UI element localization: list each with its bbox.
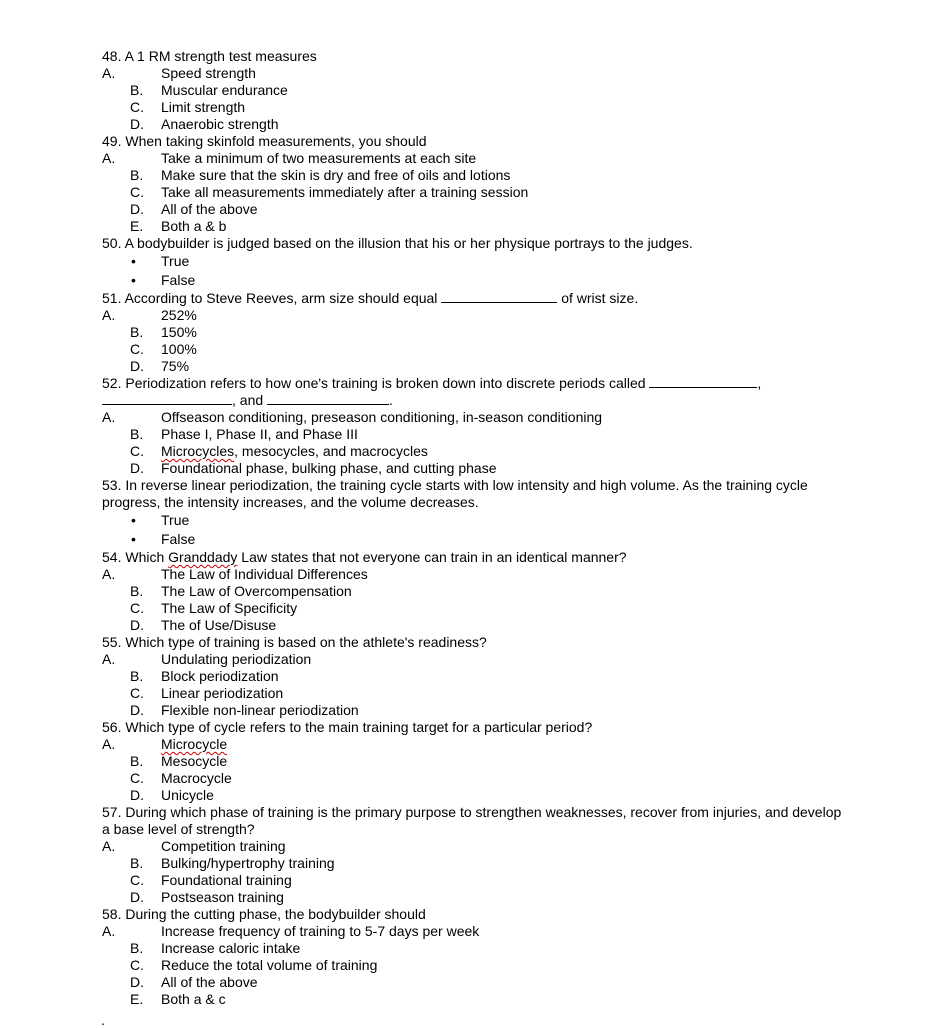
option-letter: B.	[130, 753, 144, 769]
option-text: Take a minimum of two measurements at each site	[161, 150, 477, 166]
option-letter: A.	[102, 838, 116, 854]
question-stem: 48. A 1 RM strength test measures	[102, 48, 317, 64]
question	[102, 549, 842, 634]
option-text: True	[161, 512, 190, 528]
answer-option	[102, 651, 842, 668]
option-letter: B.	[130, 82, 144, 98]
answer-option	[102, 889, 842, 906]
question	[102, 906, 842, 1008]
answer-option	[102, 116, 842, 133]
answer-option	[102, 685, 842, 702]
option-letter: B.	[130, 583, 144, 599]
option-text: 150%	[161, 324, 197, 340]
answer-option	[102, 974, 842, 991]
option-letter: C.	[130, 99, 144, 115]
answer-option	[102, 617, 842, 634]
option-letter: D.	[130, 787, 144, 803]
option-text: All of the above	[161, 974, 258, 990]
option-text: The Law of Individual Differences	[161, 566, 368, 582]
answer-option	[102, 460, 842, 477]
option-letter: B.	[130, 940, 144, 956]
bullet-marker: •	[131, 531, 136, 547]
option-letter: C.	[130, 957, 144, 973]
answer-option	[102, 443, 842, 460]
answer-option	[102, 252, 842, 271]
option-letter: A.	[102, 65, 116, 81]
question-stem: 54. Which Granddady Law states that not everyone can train in an identical manner?	[102, 549, 627, 565]
answer-option	[102, 511, 842, 530]
option-text: Foundational phase, bulking phase, and cutting phase	[161, 460, 497, 476]
option-text: Increase caloric intake	[161, 940, 301, 956]
option-text: All of the above	[161, 201, 258, 217]
answer-option	[102, 530, 842, 549]
option-letter: A.	[102, 150, 116, 166]
answer-option	[102, 838, 842, 855]
option-text: Reduce the total volume of training	[161, 957, 378, 973]
question-stem: 53. In reverse linear periodization, the training cycle starts with low intensity and high volume. As the training cycle progress, the intensity increases, and the volume decreases.	[102, 477, 808, 510]
option-text: Make sure that the skin is dry and free of oils and lotions	[161, 167, 511, 183]
question	[102, 133, 842, 235]
answer-option	[102, 218, 842, 235]
option-letter: B.	[130, 324, 144, 340]
question	[102, 235, 842, 290]
option-text: Macrocycle	[161, 770, 232, 786]
answer-option	[102, 566, 842, 583]
option-text: 252%	[161, 307, 197, 323]
answer-option	[102, 923, 842, 940]
answer-option	[102, 787, 842, 804]
question-stem: 50. A bodybuilder is judged based on the illusion that his or her physique portrays to the judges.	[102, 235, 693, 251]
question	[102, 804, 842, 906]
question-stem: 52. Periodization refers to how one's training is broken down into discrete periods called , , and .	[102, 375, 762, 408]
answer-option	[102, 307, 842, 324]
option-text: The Law of Specificity	[161, 600, 298, 616]
answer-option	[102, 409, 842, 426]
option-text: False	[161, 531, 196, 547]
answer-blank	[441, 290, 557, 303]
option-text	[161, 736, 227, 753]
option-text: Both a & c	[161, 991, 226, 1007]
option-text: 75%	[161, 358, 190, 374]
answer-option	[102, 872, 842, 889]
bullet-marker: •	[131, 272, 136, 288]
answer-option	[102, 855, 842, 872]
option-text: 100%	[161, 341, 197, 357]
option-text: True	[161, 253, 190, 269]
option-text: The Law of Overcompensation	[161, 583, 352, 599]
option-text: Mesocycle	[161, 753, 228, 769]
question	[102, 290, 842, 375]
answer-option	[102, 736, 842, 753]
bullet-marker: •	[131, 512, 136, 528]
option-text: Bulking/hypertrophy training	[161, 855, 335, 871]
question-stem: 58. During the cutting phase, the bodybuilder should	[102, 906, 426, 922]
question-stem: 57. During which phase of training is the primary purpose to strengthen weaknesses, recover from injuries, and develop a base level of strength?	[102, 804, 842, 837]
question	[102, 375, 842, 477]
option-letter: E.	[130, 991, 144, 1007]
option-letter: A.	[102, 651, 116, 667]
option-letter: C.	[130, 685, 144, 701]
option-letter: C.	[130, 600, 144, 616]
option-text: Undulating periodization	[161, 651, 312, 667]
answer-option	[102, 99, 842, 116]
option-letter: D.	[130, 889, 144, 905]
answer-option	[102, 150, 842, 167]
answer-option	[102, 341, 842, 358]
option-text: Foundational training	[161, 872, 292, 888]
answer-option	[102, 583, 842, 600]
spellcheck-word: Microcycle	[161, 736, 228, 752]
option-letter: C.	[130, 443, 144, 459]
option-text: Limit strength	[161, 99, 246, 115]
answer-option	[102, 753, 842, 770]
option-text: Phase I, Phase II, and Phase III	[161, 426, 358, 442]
option-text: Speed strength	[161, 65, 256, 81]
option-letter: A.	[102, 923, 116, 939]
answer-option	[102, 358, 842, 375]
answer-option	[102, 940, 842, 957]
option-letter: B.	[130, 426, 144, 442]
answer-blank	[102, 392, 232, 405]
answer-option	[102, 957, 842, 974]
option-text: Microcycles, mesocycles, and macrocycles	[161, 443, 428, 459]
option-text: Competition training	[161, 838, 286, 854]
question-stem: 51. According to Steve Reeves, arm size should equal of wrist size.	[102, 290, 639, 306]
option-letter: C.	[130, 341, 144, 357]
answer-option	[102, 271, 842, 290]
answer-option	[102, 201, 842, 218]
answer-option	[102, 702, 842, 719]
option-text: Both a & b	[161, 218, 227, 234]
option-letter: B.	[130, 167, 144, 183]
option-text: Anaerobic strength	[161, 116, 279, 132]
option-text: Block periodization	[161, 668, 279, 684]
option-letter: A.	[102, 307, 116, 323]
option-letter: D.	[130, 702, 144, 718]
option-letter: D.	[130, 974, 144, 990]
answer-option	[102, 324, 842, 341]
option-letter: C.	[130, 770, 144, 786]
option-text: Muscular endurance	[161, 82, 288, 98]
option-letter: B.	[130, 668, 144, 684]
spellcheck-word: Granddady	[168, 549, 238, 565]
option-letter: C.	[130, 184, 144, 200]
answer-option	[102, 991, 842, 1008]
bullet-marker: •	[131, 253, 136, 269]
option-letter: E.	[130, 218, 144, 234]
option-letter: C.	[130, 872, 144, 888]
option-letter: D.	[130, 358, 144, 374]
quiz-document	[102, 48, 842, 1008]
answer-option	[102, 600, 842, 617]
option-text: Flexible non-linear periodization	[161, 702, 359, 718]
option-text: Take all measurements immediately after a training session	[161, 184, 529, 200]
question	[102, 477, 842, 549]
question-stem: 55. Which type of training is based on the athlete's readiness?	[102, 634, 487, 650]
option-text: Unicycle	[161, 787, 214, 803]
answer-blank	[649, 375, 757, 388]
spellcheck-word: Microcycles	[161, 443, 235, 459]
question	[102, 719, 842, 804]
answer-option	[102, 770, 842, 787]
option-text: Increase frequency of training to 5-7 days per week	[161, 923, 480, 939]
question	[102, 634, 842, 719]
option-text: The of Use/Disuse	[161, 617, 277, 633]
option-letter: A.	[102, 566, 116, 582]
stray-mark: .	[101, 1012, 105, 1028]
answer-option	[102, 426, 842, 443]
answer-option	[102, 668, 842, 685]
option-text: Offseason conditioning, preseason conditioning, in-season conditioning	[161, 409, 603, 425]
question	[102, 48, 842, 133]
option-letter: A.	[102, 736, 116, 752]
option-letter: D.	[130, 617, 144, 633]
question-stem: 49. When taking skinfold measurements, you should	[102, 133, 427, 149]
answer-option	[102, 167, 842, 184]
answer-option	[102, 82, 842, 99]
option-letter: D.	[130, 116, 144, 132]
option-letter: D.	[130, 460, 144, 476]
option-text: Postseason training	[161, 889, 284, 905]
option-text: Linear periodization	[161, 685, 284, 701]
option-text: False	[161, 272, 196, 288]
answer-option	[102, 184, 842, 201]
option-letter: B.	[130, 855, 144, 871]
option-letter: A.	[102, 409, 116, 425]
option-letter: D.	[130, 201, 144, 217]
answer-blank	[267, 392, 389, 405]
answer-option	[102, 65, 842, 82]
question-stem: 56. Which type of cycle refers to the main training target for a particular period?	[102, 719, 593, 735]
